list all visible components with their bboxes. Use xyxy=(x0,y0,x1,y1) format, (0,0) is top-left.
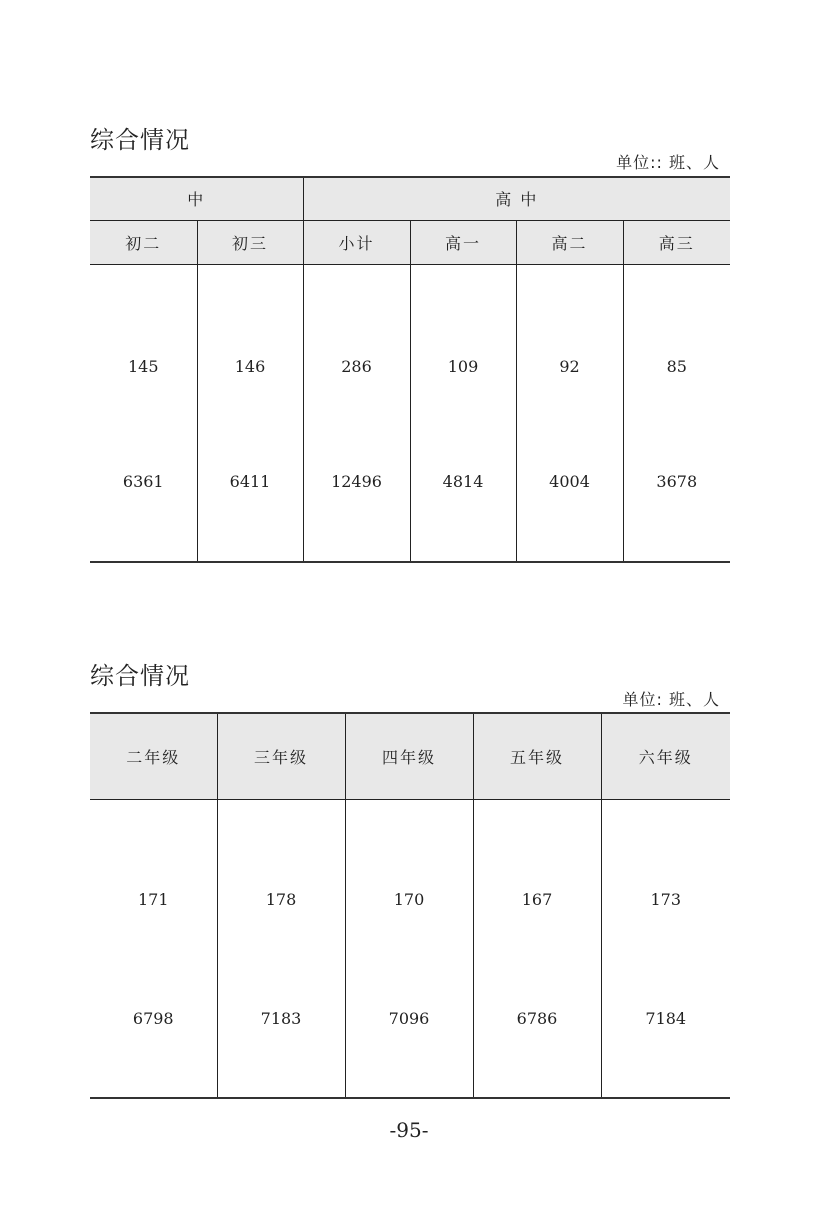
column-header: 六年级 xyxy=(601,713,730,799)
table-cell: 6361 xyxy=(122,472,164,491)
table1-column-header-row xyxy=(90,220,730,264)
table-row xyxy=(90,799,730,959)
table-cell: 286 xyxy=(303,264,410,424)
group-header-high: 高 中 xyxy=(303,177,730,220)
page-number: -95- xyxy=(389,1118,429,1142)
table2 xyxy=(90,712,730,1099)
table2-unit-label: 单位: 班、人 xyxy=(622,690,720,709)
table-cell: 170 xyxy=(345,799,473,959)
column-header: 五年级 xyxy=(473,713,601,799)
table1 xyxy=(90,176,730,563)
table-cell: 3678 xyxy=(623,424,730,562)
table1-group-header-row xyxy=(90,177,730,220)
table-cell: 4814 xyxy=(410,424,516,562)
group-header-middle: 中 xyxy=(90,177,303,220)
table-cell: 171 xyxy=(137,890,169,909)
table-cell: 7184 xyxy=(601,959,730,1098)
table-cell: 92 xyxy=(516,264,623,424)
column-header: 初二 xyxy=(90,220,197,264)
table-cell: 145 xyxy=(127,357,159,376)
table-cell: 7183 xyxy=(217,959,345,1098)
table-cell: 173 xyxy=(601,799,730,959)
table-row xyxy=(90,264,730,424)
column-header: 初三 xyxy=(197,220,303,264)
table-row xyxy=(90,959,730,1098)
table-cell: 6411 xyxy=(197,424,303,562)
table-cell: 178 xyxy=(217,799,345,959)
column-header: 四年级 xyxy=(345,713,473,799)
column-header: 三年级 xyxy=(217,713,345,799)
table-cell: 167 xyxy=(473,799,601,959)
table-cell: 109 xyxy=(410,264,516,424)
table-cell: 6786 xyxy=(473,959,601,1098)
table-cell: 7096 xyxy=(345,959,473,1098)
table1-unit-label: 单位:: 班、人 xyxy=(616,153,720,172)
column-header: 二年级 xyxy=(90,713,217,799)
column-header: 小计 xyxy=(303,220,410,264)
column-header: 高二 xyxy=(516,220,623,264)
table-cell: 85 xyxy=(623,264,730,424)
table2-title: 综合情况 xyxy=(90,662,190,690)
table-cell: 4004 xyxy=(516,424,623,562)
table-cell: 6798 xyxy=(132,1009,174,1028)
column-header: 高一 xyxy=(410,220,516,264)
table-cell: 12496 xyxy=(303,424,410,562)
table-row xyxy=(90,424,730,562)
table1-title: 综合情况 xyxy=(90,126,190,154)
column-header: 高三 xyxy=(623,220,730,264)
table2-column-header-row xyxy=(90,713,730,799)
table-cell: 146 xyxy=(197,264,303,424)
